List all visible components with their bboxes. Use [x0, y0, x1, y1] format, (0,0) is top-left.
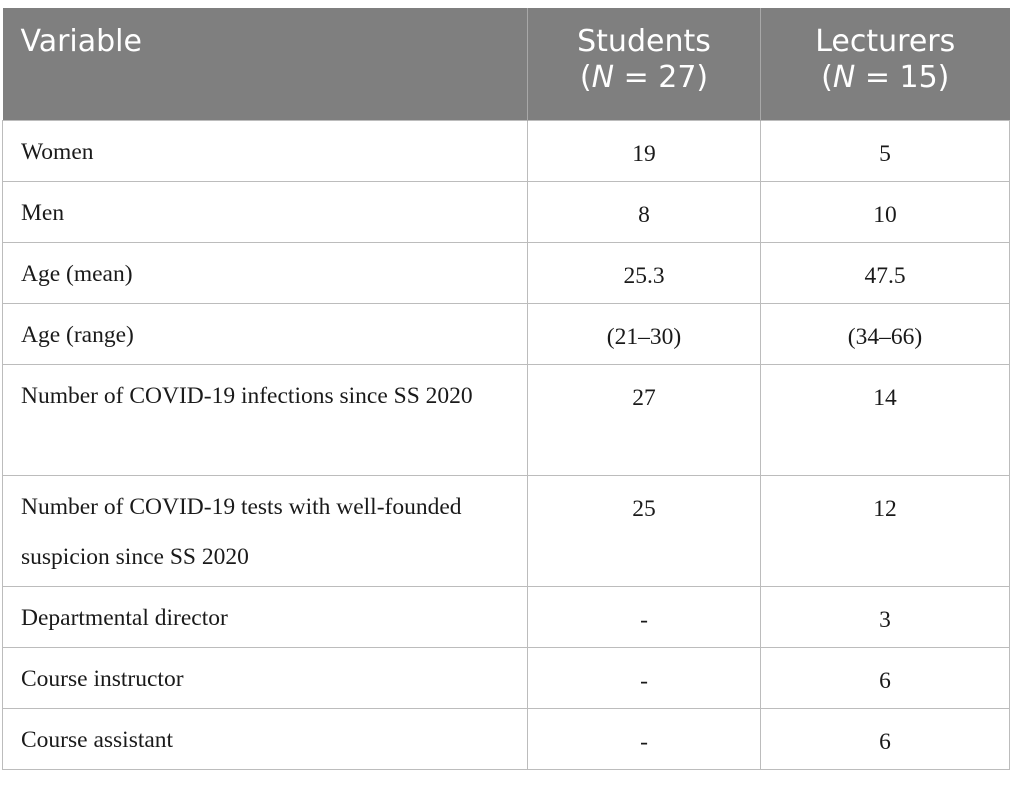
header-row	[3, 8, 1010, 120]
row-students: -	[528, 586, 761, 647]
header-students-n-open: (	[579, 60, 592, 95]
header-lecturers-n-rest: = 15)	[855, 60, 950, 95]
header-students-label: Students	[577, 24, 711, 59]
row-variable: Men	[3, 181, 528, 242]
table-header	[3, 8, 1010, 120]
row-lecturers: 3	[761, 586, 1010, 647]
row-variable: Departmental director	[3, 586, 528, 647]
row-variable: Age (range)	[3, 303, 528, 364]
row-lecturers: 14	[761, 364, 1010, 475]
row-students: 19	[528, 120, 761, 181]
table-row	[3, 586, 1010, 647]
row-students: -	[528, 647, 761, 708]
table-row	[3, 647, 1010, 708]
row-variable: Number of COVID-19 tests with well-founded suspicion since SS 2020	[3, 475, 528, 586]
table-row	[3, 242, 1010, 303]
row-students: 25.3	[528, 242, 761, 303]
table-row	[3, 303, 1010, 364]
row-students: 8	[528, 181, 761, 242]
header-students-n-var: N	[591, 60, 615, 95]
header-lecturers-n-open: (	[821, 60, 833, 95]
table-row	[3, 364, 1010, 475]
row-students: 25	[528, 475, 761, 586]
row-lecturers: 47.5	[761, 242, 1010, 303]
row-lecturers: (34–66)	[761, 303, 1010, 364]
table-row	[3, 120, 1010, 181]
table-row	[3, 708, 1010, 769]
row-lecturers: 6	[761, 708, 1010, 769]
header-lecturers-n-var: N	[832, 60, 856, 95]
table-row	[3, 181, 1010, 242]
row-lecturers: 6	[761, 647, 1010, 708]
header-variable	[3, 8, 528, 120]
row-lecturers: 5	[761, 120, 1010, 181]
row-lecturers: 12	[761, 475, 1010, 586]
table-body	[3, 120, 1010, 769]
header-lecturers	[761, 8, 1010, 120]
row-variable: Course instructor	[3, 647, 528, 708]
header-lecturers-label: Lecturers	[815, 24, 956, 59]
header-students-n-rest: = 27)	[614, 60, 709, 95]
row-lecturers: 10	[761, 181, 1010, 242]
header-students	[528, 8, 761, 120]
header-variable-label: Variable	[20, 24, 142, 59]
row-students: (21–30)	[528, 303, 761, 364]
row-variable: Course assistant	[3, 708, 528, 769]
table-row	[3, 475, 1010, 586]
row-students: -	[528, 708, 761, 769]
demographics-table	[2, 8, 1010, 770]
row-variable: Number of COVID-19 infections since SS 2020	[3, 364, 528, 475]
row-students: 27	[528, 364, 761, 475]
row-variable: Women	[3, 120, 528, 181]
row-variable: Age (mean)	[3, 242, 528, 303]
